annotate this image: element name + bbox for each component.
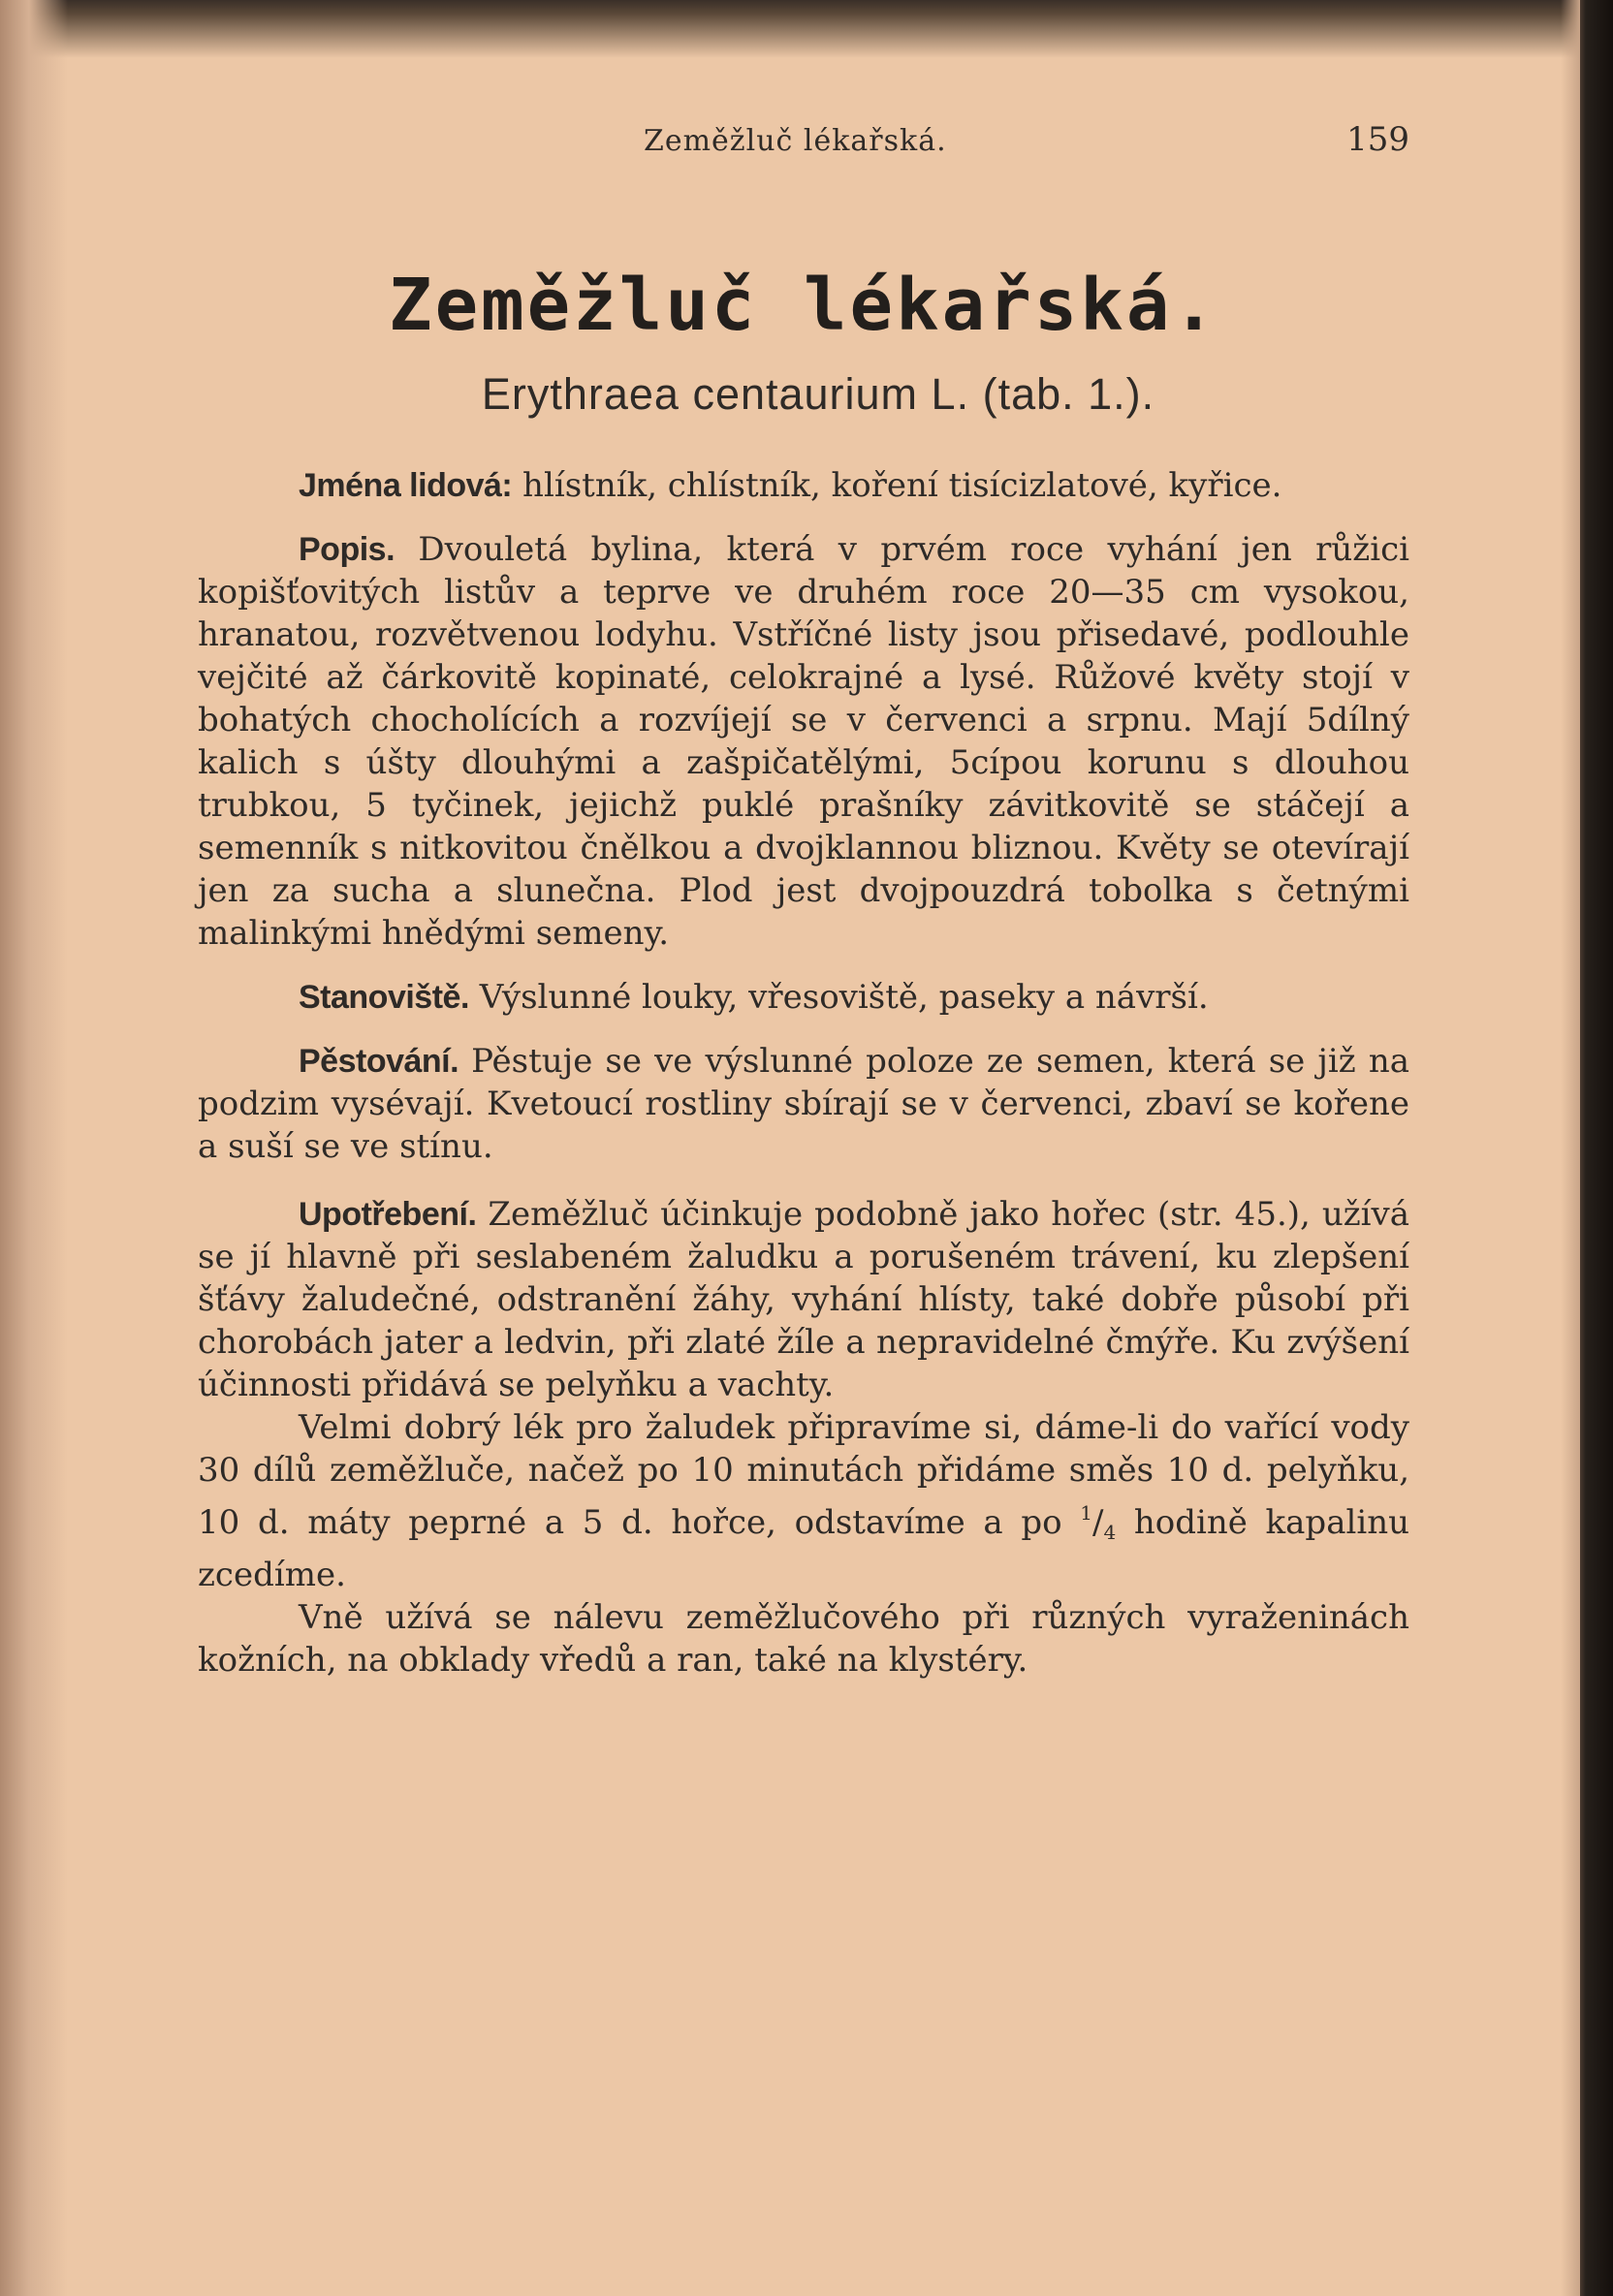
top-shadow	[0, 0, 1613, 58]
spine-shadow	[0, 0, 68, 2296]
section-text-popis: Dvouletá bylina, která v prvém roce vyhání jen růžici kopišťovitých listův a teprve ve druhém roce 20—35 cm vysokou, hranatou, rozvětvenou lodyhu. Vstříčné listy jsou přisedavé, podlouhle vejčité až čárkovitě kopinaté, celokrajné a lysé. Růžové květy stojí v bohatých chocholících a rozvíjejí se v červenci a srpnu. Mají 5dílný kalich s úšty dlouhými a zašpičatělými, 5cípou korunu s dlouhou trubkou, 5 tyčinek, jejichž puklé prašníky závitkovitě se stáčejí a semenník s nitkovitou čnělkou a dvojklannou bliznou. Květy se otevírají jen za sucha a slunečna. Plod jest dvojpouzdrá tobolka s četnými malinkými hnědými semeny.	[198, 530, 1409, 953]
section-label-popis: Popis.	[299, 531, 395, 568]
section-popis	[198, 528, 1409, 955]
paragraph-external-use	[198, 1596, 1409, 1682]
fraction-denominator: 4	[1103, 1521, 1117, 1544]
external-use-text: Vně užívá se nálevu zeměžlučového při různých vyraženinách kožních, na obklady vředů a ran, také na klystéry.	[198, 1598, 1409, 1680]
page-edge	[1580, 0, 1613, 2296]
running-header	[198, 114, 1409, 173]
recipe-text-before: Velmi dobrý lék pro žaludek připravíme si, dáme-li do vařící vody 30 dílů zeměžluče, načež po 10 minutách přidáme směs 10 d. pelyňku, 10 d. máty peprné a 5 d. hořce, odstavíme a po	[198, 1408, 1409, 1542]
page-edge-fade	[1561, 0, 1580, 2296]
section-stanoviste	[198, 976, 1409, 1019]
section-pestovani	[198, 1040, 1409, 1168]
section-label-stanoviste: Stanoviště.	[299, 979, 469, 1016]
running-title: Zeměžluč lékařská.	[644, 124, 947, 158]
section-label-upotrebeni: Upotřebení.	[299, 1196, 477, 1233]
section-label-pestovani: Pěstování.	[299, 1043, 459, 1080]
section-text-upotrebeni: Zeměžluč účinkuje podobně jako hořec (str. 45.), užívá se jí hlavně při seslabeném žaludku a porušeném trávení, ku zlepšení šťávy žaludečné, odstranění žáhy, vyhání hlísty, také dobře působí při chorobách jater a ledvin, při zlaté žíle a nepravidelné čmýře. Ku zvýšení účinnosti přidává se pelyňku a vachty.	[198, 1195, 1409, 1404]
section-text-pestovani: Pěstuje se ve výslunné poloze ze semen, která se již na podzim vysévají. Kvetoucí rostliny sbírají se v červenci, zbaví se kořene a suší se ve stínu.	[198, 1042, 1409, 1166]
fraction-quarter: $^1/_4$	[1080, 1501, 1117, 1544]
paragraph-recipe	[198, 1406, 1409, 1596]
page-number: 159	[1346, 120, 1409, 159]
fraction-numerator: 1	[1080, 1501, 1092, 1525]
section-names	[198, 464, 1409, 507]
section-label-names: Jména lidová:	[299, 467, 513, 504]
latin-name: Erythraea centaurium L. (tab. 1.).	[481, 369, 1155, 419]
recipe-text-after: hodině kapalinu zcedíme.	[198, 1503, 1410, 1594]
section-upotrebeni	[198, 1193, 1409, 1406]
section-text-stanoviste: Výslunné louky, vřesoviště, paseky a návrší.	[468, 978, 1209, 1017]
page-title: Zeměžluč lékařská.	[389, 264, 1218, 347]
section-text-names: hlístník, chlístník, koření tisícizlatové, kyřice.	[512, 466, 1282, 505]
text-block	[198, 114, 1409, 1682]
